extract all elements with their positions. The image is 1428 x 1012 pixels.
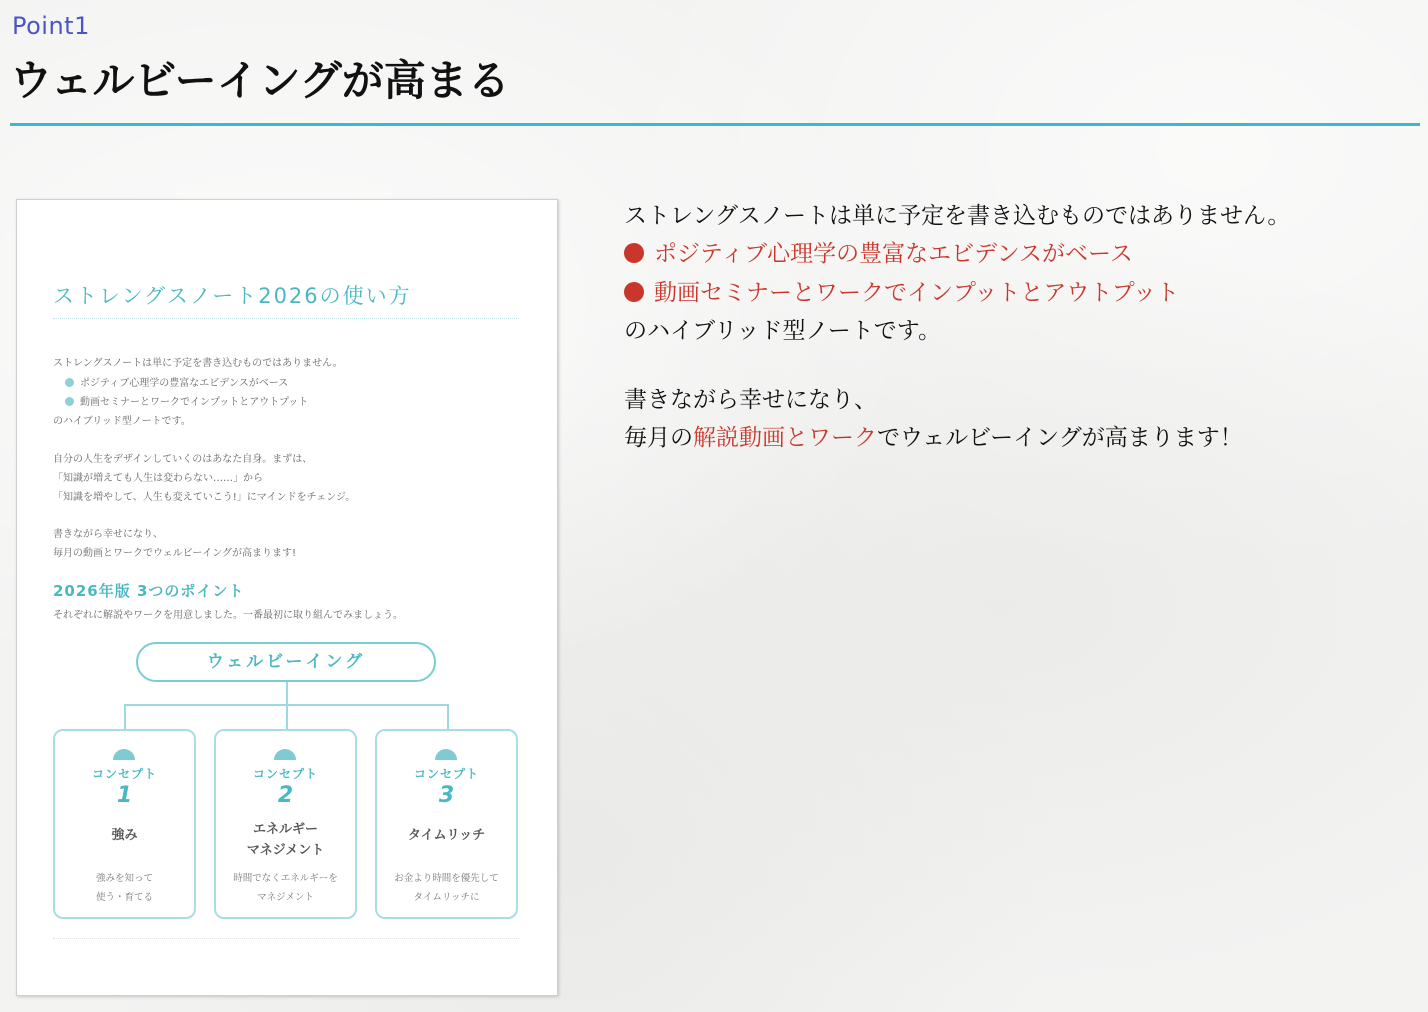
description-line	[624, 419, 1243, 452]
concept-card	[214, 729, 357, 919]
concept-number: 1	[116, 783, 133, 808]
notebook-page-image	[16, 199, 558, 996]
center-pill: ウェルビーイング	[136, 642, 436, 682]
concept-name: タイムリッチ	[407, 828, 486, 843]
notebook-paragraph-line: 「知識が増えても人生は変わらない……」から	[53, 473, 263, 484]
concept-number: 2	[277, 783, 294, 808]
notebook-intro-line: ストレングスノートは単に予定を書き込むものではありません。	[53, 358, 343, 369]
highlight-text: 解説動画とワーク	[693, 425, 877, 451]
title-divider	[10, 123, 1420, 126]
concept-card	[53, 729, 196, 919]
teal-bullet-icon	[65, 378, 74, 387]
description-bullet	[624, 235, 1133, 268]
concept-desc: お金より時間を優先して タイムリッチに	[394, 873, 499, 903]
bullet-text: ポジティブ心理学の豊富なエビデンスがベース	[654, 241, 1133, 267]
bullet-text: 動画セミナーとワークでインプットとアウトプット	[654, 280, 1180, 306]
notebook-paragraph-line: 書きながら幸せになり、	[53, 529, 163, 540]
notebook-bullet-text: 動画セミナーとワークでインプットとアウトプット	[80, 397, 309, 408]
arc-icon	[113, 749, 135, 760]
page-title: ウェルビーイングが高まる	[10, 56, 510, 105]
arc-icon	[274, 749, 296, 760]
connector-left	[124, 704, 126, 729]
red-bullet-icon	[624, 282, 644, 302]
concept-name: 強み	[111, 828, 138, 843]
concept-label: コンセプト	[252, 767, 318, 781]
description-line: のハイブリッド型ノートです。	[624, 318, 941, 344]
description-line: ストレングスノートは単に予定を書き込むものではありません。	[624, 203, 1291, 229]
notebook-paragraph-line: 毎月の動画とワークでウェルビーイングが高まります!	[53, 548, 297, 559]
line-text: 毎月の	[624, 425, 693, 451]
concept-card	[375, 729, 518, 919]
description-bullet	[624, 274, 1179, 307]
notebook-intro-bullet	[65, 393, 308, 408]
point-label: Point1	[12, 12, 90, 40]
notebook-subheading: 2026年版 3つのポイント	[53, 582, 245, 600]
notebook-intro-line: のハイブリッド型ノートです。	[53, 416, 191, 427]
notebook-intro-bullet	[65, 374, 288, 389]
concept-number: 3	[438, 783, 455, 808]
line-text: でウェルビーイングが高まります！	[877, 425, 1243, 451]
dotted-divider	[53, 318, 519, 319]
red-bullet-icon	[624, 243, 644, 263]
description-line: 書きながら幸せになり、	[624, 387, 877, 413]
concept-desc: 強みを知って 使う・育てる	[95, 873, 153, 903]
teal-bullet-icon	[65, 397, 74, 406]
concept-desc: 時間でなくエネルギーを マネジメント	[233, 873, 338, 903]
connector-horizontal	[124, 704, 449, 706]
notebook-paragraph-line: 「知識を増やして、人生も変えていこう!」にマインドをチェンジ。	[53, 492, 356, 503]
connector-right	[447, 704, 449, 729]
concept-label: コンセプト	[413, 767, 479, 781]
notebook-paragraph-line: 自分の人生をデザインしていくのはあなた自身。まずは、	[53, 454, 313, 465]
notebook-title: ストレングスノート2026の使い方	[53, 284, 412, 308]
arc-icon	[435, 749, 457, 760]
concept-name: エネルギー マネジメント	[246, 822, 325, 858]
notebook-bullet-text: ポジティブ心理学の豊富なエビデンスがベース	[80, 378, 289, 389]
dotted-divider	[53, 938, 519, 939]
notebook-subnote: それぞれに解説やワークを用意しました。一番最初に取り組んでみましょう。	[53, 610, 403, 621]
concept-label: コンセプト	[91, 767, 157, 781]
